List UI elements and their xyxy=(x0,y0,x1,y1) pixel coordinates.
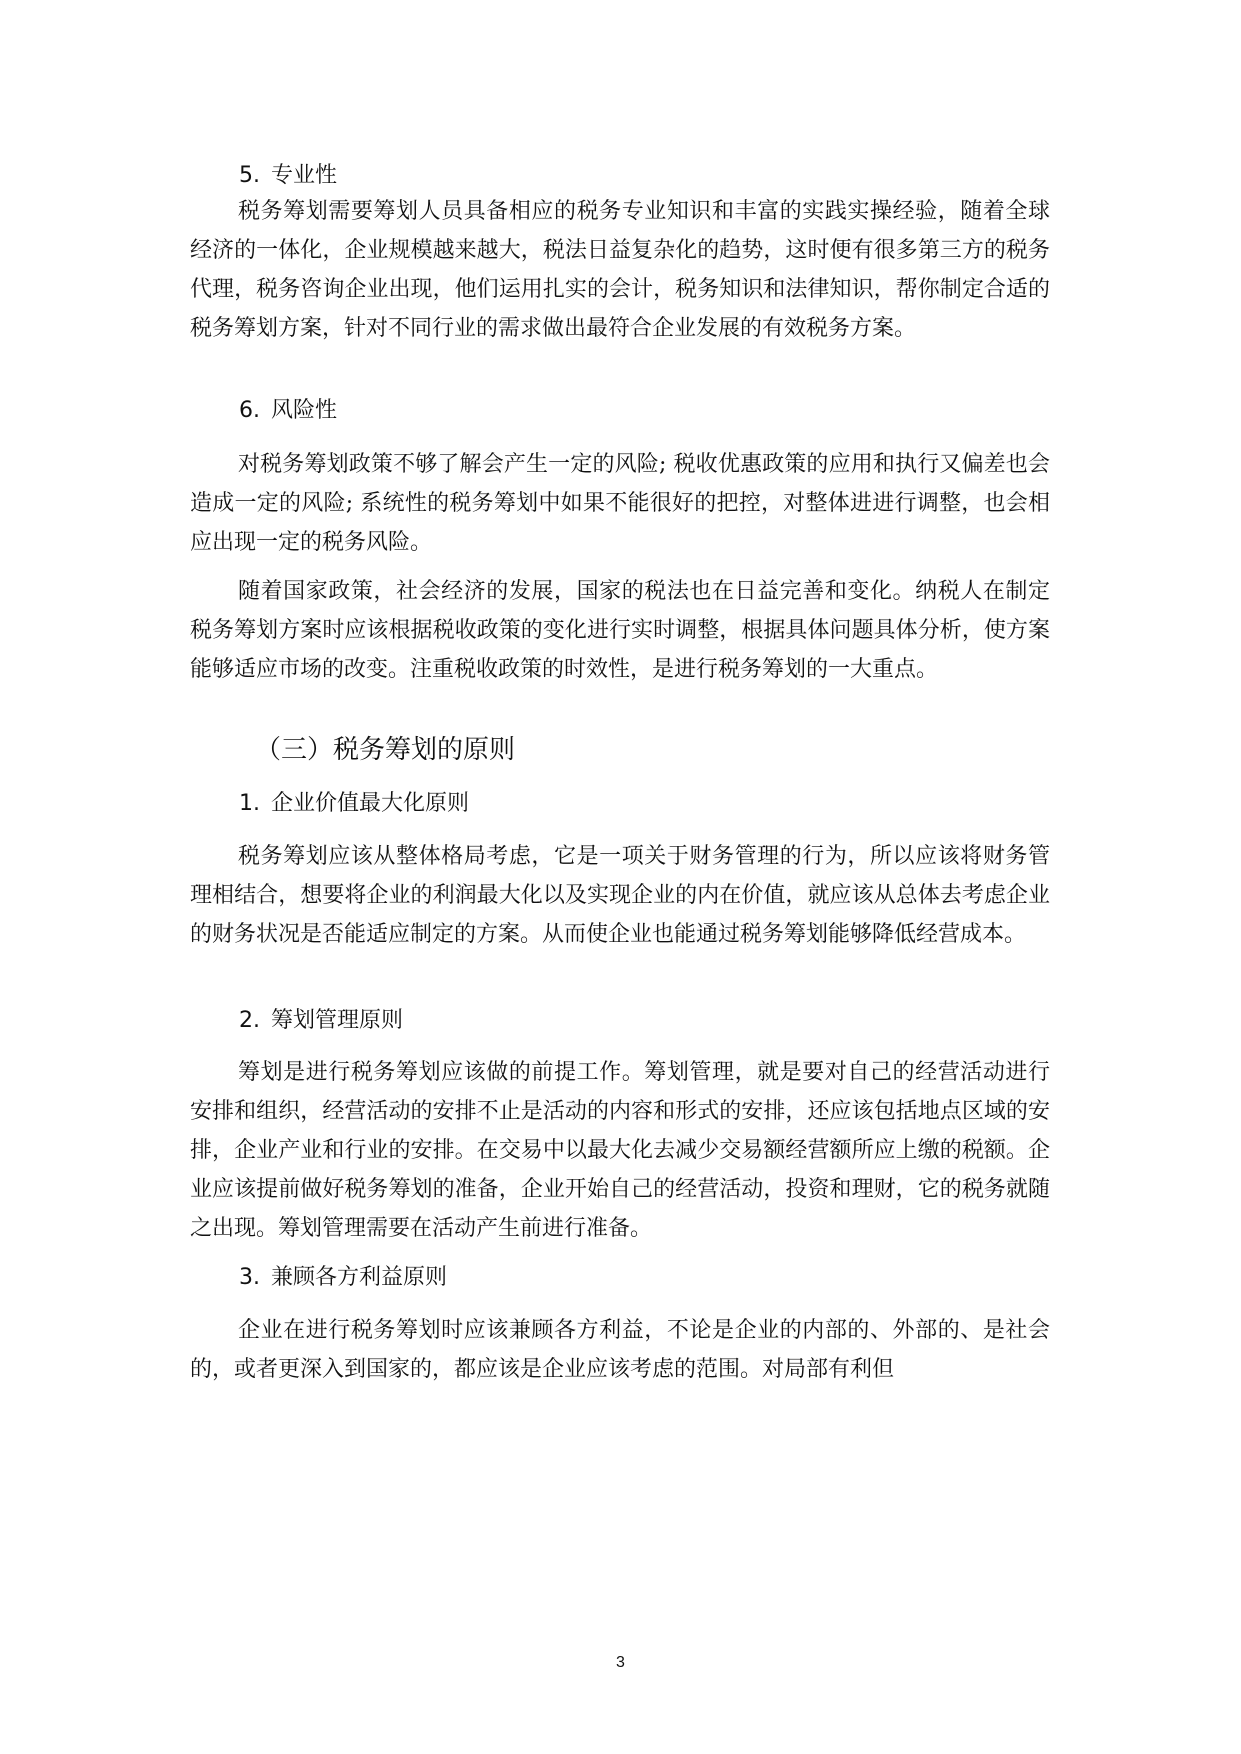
subheading-6 xyxy=(190,396,1099,426)
paragraph-risk: 对税务筹划政策不够了解会产生一定的风险; 税收优惠政策的应用和执行又偏差也会造成一定的风险; 系统性的税务筹划中如果不能很好的把控，对整体进进行调整，也会相应出现一定的税务风险。 xyxy=(190,452,1050,555)
subheading-text: 企业价值最大化原则 xyxy=(271,791,470,816)
subheading-number: 3. xyxy=(239,1265,260,1290)
subheading-text: 专业性 xyxy=(271,163,338,188)
section-heading: （三）税务筹划的原则 xyxy=(255,735,516,765)
subheading-number: 5. xyxy=(239,163,260,188)
subheading-text: 筹划管理原则 xyxy=(271,1008,404,1033)
subheading-5 xyxy=(190,161,1099,191)
subheading-principle-2 xyxy=(190,1006,1099,1036)
subheading-text: 风险性 xyxy=(271,398,338,423)
subheading-principle-1 xyxy=(190,789,1099,819)
paragraph-policy-change: 随着国家政策，社会经济的发展，国家的税法也在日益完善和变化。纳税人在制定税务筹划方案时应该根据税收政策的变化进行实时调整，根据具体问题具体分析，使方案能够适应市场的改变。注重税收政策的时效性，是进行税务筹划的一大重点。 xyxy=(190,579,1050,682)
paragraph-principle-3: 企业在进行税务筹划时应该兼顾各方利益，不论是企业的内部的、外部的、是社会的，或者更深入到国家的，都应该是企业应该考虑的范围。对局部有利但 xyxy=(190,1318,1050,1382)
paragraph-professionalism: 税务筹划需要筹划人员具备相应的税务专业知识和丰富的实践实操经验，随着全球经济的一体化，企业规模越来越大，税法日益复杂化的趋势，这时便有很多第三方的税务代理，税务咨询企业出现，他们运用扎实的会计，税务知识和法律知识，帮你制定合适的税务筹划方案，针对不同行业的需求做出最符合企业发展的有效税务方案。 xyxy=(190,199,1050,341)
subheading-number: 2. xyxy=(239,1008,260,1033)
subheading-text: 兼顾各方利益原则 xyxy=(271,1265,448,1290)
page-number: 3 xyxy=(616,1654,625,1671)
paragraph-principle-2: 筹划是进行税务筹划应该做的前提工作。筹划管理，就是要对自己的经营活动进行安排和组织，经营活动的安排不止是活动的内容和形式的安排，还应该包括地点区域的安排，企业产业和行业的安排。在交易中以最大化去减少交易额经营额所应上缴的税额。企业应该提前做好税务筹划的准备，企业开始自己的经营活动，投资和理财，它的税务就随之出现。筹划管理需要在活动产生前进行准备。 xyxy=(190,1060,1050,1241)
paragraph-principle-1: 税务筹划应该从整体格局考虑，它是一项关于财务管理的行为，所以应该将财务管理相结合，想要将企业的利润最大化以及实现企业的内在价值，就应该从总体去考虑企业的财务状况是否能适应制定的方案。从而使企业也能通过税务筹划能够降低经营成本。 xyxy=(190,844,1050,947)
subheading-principle-3 xyxy=(190,1263,1099,1293)
subheading-number: 6. xyxy=(239,398,260,423)
subheading-number: 1. xyxy=(239,791,260,816)
